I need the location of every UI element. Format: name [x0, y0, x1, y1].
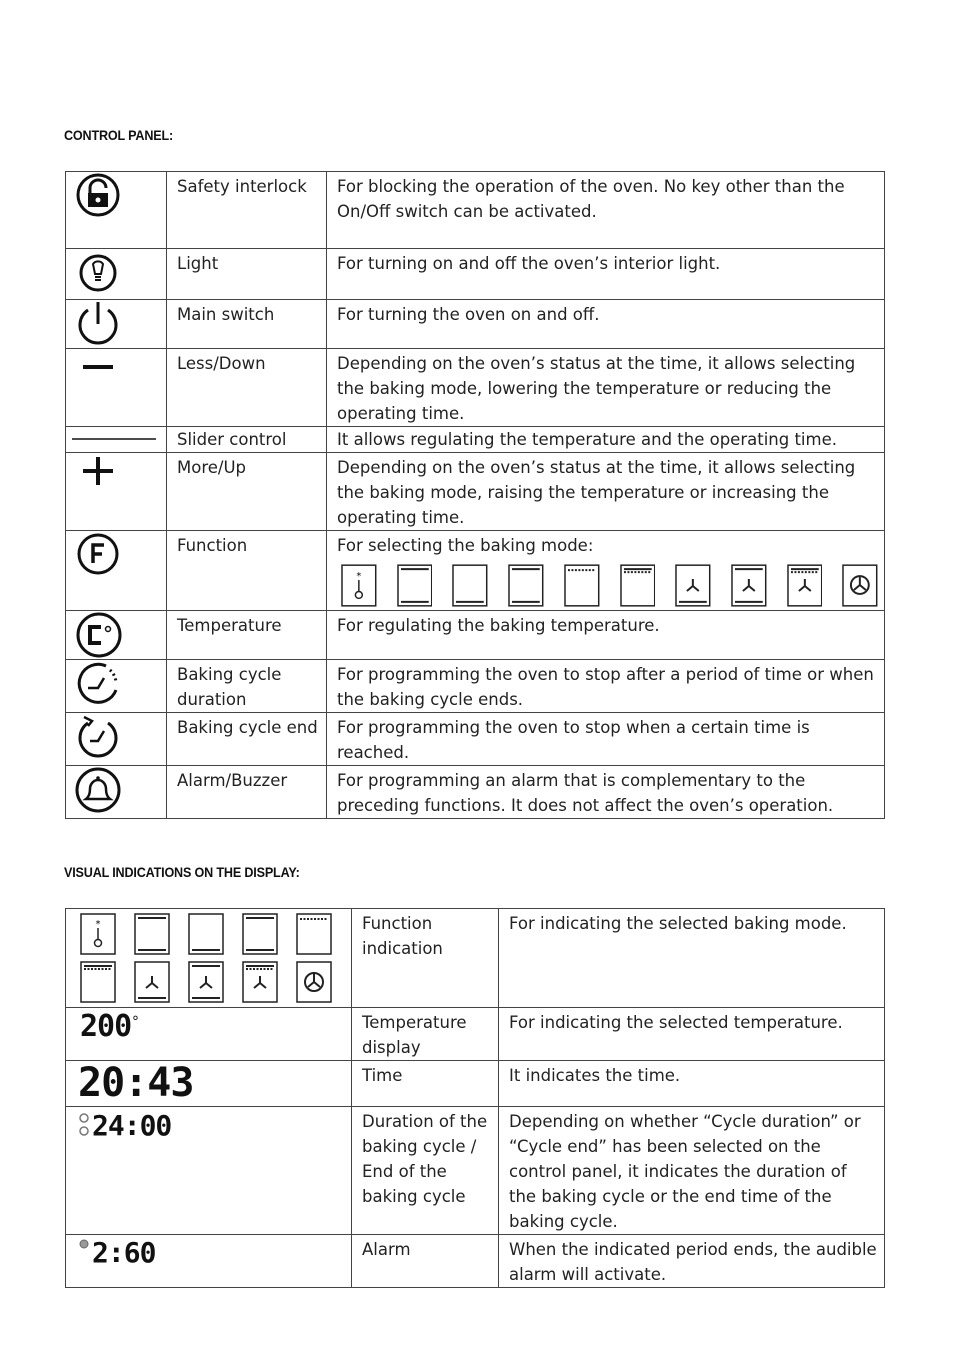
- row-name: Alarm/Buzzer: [167, 766, 327, 819]
- table-row: [66, 349, 885, 427]
- top-bottom-heat-icon: [134, 913, 170, 955]
- table-row: [66, 713, 885, 766]
- row-name: Temperature: [167, 611, 327, 660]
- row-description: For programming the oven to stop after a period of time or when the baking cycle ends.: [327, 660, 885, 713]
- defrost-icon: [80, 913, 116, 955]
- fan-circle-icon: [842, 564, 878, 607]
- temperature-icon: [66, 611, 126, 659]
- table-row: [66, 766, 885, 819]
- fan-grill-icon: [242, 961, 278, 1003]
- control-panel-heading: CONTROL PANEL:: [64, 127, 174, 143]
- table-row: [66, 1107, 885, 1235]
- temperature-display-value: 200: [80, 1009, 132, 1044]
- row-name: Function indication: [352, 909, 499, 1008]
- row-name: Function: [167, 531, 327, 611]
- table-row: [66, 453, 885, 531]
- table-row: [66, 1235, 885, 1288]
- row-description: It indicates the time.: [499, 1061, 885, 1107]
- row-name: More/Up: [167, 453, 327, 531]
- row-description: For turning the oven on and off.: [327, 300, 885, 349]
- cycle-duration-icon: [66, 660, 126, 708]
- minus-icon: [66, 349, 126, 385]
- alarm-display-value: 2:60: [92, 1236, 156, 1269]
- row-name: Time: [352, 1061, 499, 1107]
- table-row: [66, 300, 885, 349]
- slider-icon: [66, 427, 166, 451]
- control-panel-table: [65, 171, 885, 819]
- row-description: Depending on the oven’s status at the time, it allows selecting the baking mode, lowering the temperature or reducing the operating time.: [327, 349, 885, 427]
- bell-icon: [66, 766, 126, 814]
- fan-grill-icon: [787, 564, 823, 607]
- svg-text:*: *: [356, 571, 362, 583]
- bottom-heat-icon: [508, 564, 544, 607]
- bottom-heat-icon: [452, 564, 488, 607]
- grill-top-icon: [620, 564, 656, 607]
- row-description: For indicating the selected temperature.: [499, 1008, 885, 1061]
- row-description: For blocking the operation of the oven. No key other than the On/Off switch can be activated.: [327, 172, 885, 249]
- cycle-end-icon: [66, 713, 126, 761]
- plus-icon: [66, 453, 126, 489]
- table-row: [66, 531, 885, 611]
- top-bottom-heat-icon: [397, 564, 433, 607]
- duration-end-indicator-icon: [78, 1111, 90, 1139]
- lock-icon: [66, 172, 126, 222]
- grill-icon: [296, 913, 332, 955]
- row-name: Temperature display: [352, 1008, 499, 1061]
- function-icon: [66, 531, 126, 579]
- display-heading: VISUAL INDICATIONS ON THE DISPLAY:: [64, 864, 300, 880]
- table-row: [66, 660, 885, 713]
- row-description: For indicating the selected baking mode.: [499, 909, 885, 1008]
- grill-top-icon: [80, 961, 116, 1003]
- row-name: Less/Down: [167, 349, 327, 427]
- svg-text:*: *: [95, 919, 101, 930]
- row-name: Slider control: [167, 427, 327, 453]
- fan-top-bottom-icon: [188, 961, 224, 1003]
- row-description: For programming an alarm that is complementary to the preceding functions. It does not affect the oven’s operation.: [327, 766, 885, 819]
- table-row: [66, 427, 885, 453]
- defrost-icon: [341, 564, 377, 607]
- row-name: Safety interlock: [167, 172, 327, 249]
- bottom-heat-icon: [188, 913, 224, 955]
- degree-symbol: °: [131, 1014, 140, 1030]
- row-description: For programming the oven to stop when a certain time is reached.: [327, 713, 885, 766]
- row-name: Alarm: [352, 1235, 499, 1288]
- row-description: For regulating the baking temperature.: [327, 611, 885, 660]
- row-description: Depending on whether “Cycle duration” or “Cycle end” has been selected on the control panel, it indicates the duration of the baking cycle or the end time of the baking cycle.: [499, 1107, 885, 1235]
- fan-top-bottom-icon: [731, 564, 767, 607]
- grill-icon: [564, 564, 600, 607]
- fan-circle-icon: [296, 961, 332, 1003]
- power-icon: [66, 300, 126, 348]
- duration-display-value: 24:00: [92, 1109, 172, 1142]
- table-row: [66, 909, 885, 1008]
- row-description: For turning on and off the oven’s interior light.: [327, 249, 885, 300]
- row-name: Baking cycle duration: [167, 660, 327, 713]
- row-name: Duration of the baking cycle / End of the baking cycle: [352, 1107, 499, 1235]
- row-description: For selecting the baking mode:: [337, 536, 594, 555]
- table-row: [66, 611, 885, 660]
- row-description: Depending on the oven’s status at the time, it allows selecting the baking mode, raising the temperature or increasing the operating time.: [327, 453, 885, 531]
- display-table: [65, 908, 885, 1288]
- row-name: Light: [167, 249, 327, 300]
- fan-bottom-icon: [134, 961, 170, 1003]
- row-description: It allows regulating the temperature and the operating time.: [327, 427, 885, 453]
- light-icon: [66, 249, 126, 295]
- table-row: [66, 1008, 885, 1061]
- time-display-value: 20:43: [78, 1060, 194, 1106]
- row-name: Main switch: [167, 300, 327, 349]
- alarm-indicator-icon: [78, 1237, 90, 1251]
- table-row: [66, 249, 885, 300]
- table-row: [66, 172, 885, 249]
- table-row: [66, 1061, 885, 1107]
- row-name: Baking cycle end: [167, 713, 327, 766]
- bottom-heat-icon: [242, 913, 278, 955]
- fan-bottom-icon: [675, 564, 711, 607]
- row-description: When the indicated period ends, the audible alarm will activate.: [499, 1235, 885, 1288]
